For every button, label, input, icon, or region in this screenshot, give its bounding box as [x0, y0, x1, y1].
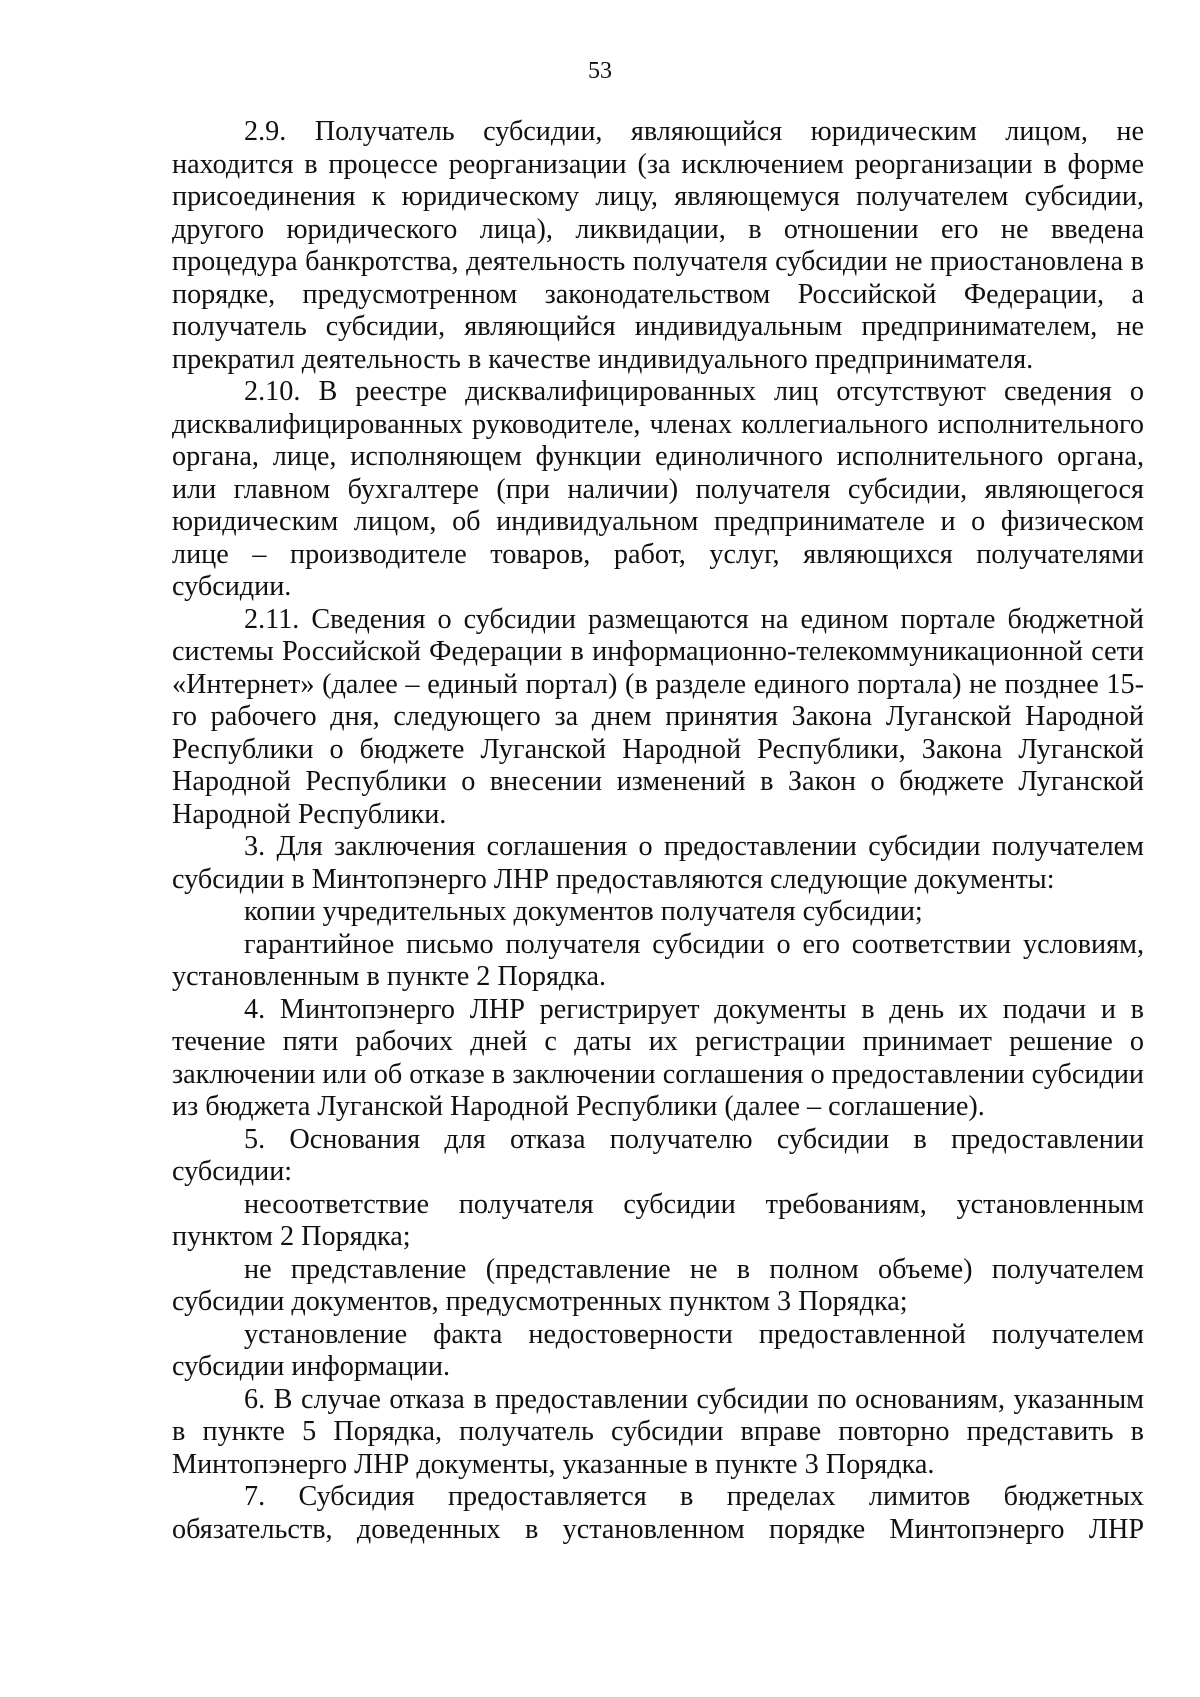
paragraph-5-item-3: установление факта недостоверности предоставленной получателем субсидии информации. — [172, 1318, 1144, 1382]
page-number: 53 — [588, 58, 612, 84]
paragraph-2-9: 2.9. Получатель субсидии, являющийся юридическим лицом, не находится в процессе реорганизации (за исключением реорганизации в форме присоединения к юридическому лицу, являющемуся получателем субсидии, другого юридического лица), ликвидации, в отношении его не введена процедура банкротства, деятельность получателя субсидии не приостановлена в порядке, предусмотренном законодательством Российской Федерации, а получатель субсидии, являющийся индивидуальным предпринимателем, не прекратил деятельность в качестве индивидуального предпринимателя. — [172, 116, 1144, 375]
document-body — [172, 116, 1144, 1546]
paragraph-4: 4. Минтопэнерго ЛНР регистрирует документы в день их подачи и в течение пяти рабочих дней с даты их регистрации принимает решение о заключении или об отказе в заключении соглашения о предоставлении субсидии из бюджета Луганской Народной Республики (далее – соглашение). — [172, 993, 1144, 1122]
paragraph-5-item-1: несоответствие получателя субсидии требованиям, установленным пунктом 2 Порядка; — [172, 1188, 1144, 1252]
paragraph-5: 5. Основания для отказа получателю субсидии в предоставлении субсидии: — [172, 1123, 1144, 1187]
paragraph-3-item-2: гарантийное письмо получателя субсидии о его соответствии условиям, установленным в пункте 2 Порядка. — [172, 928, 1144, 992]
paragraph-3-item-1: копии учредительных документов получателя субсидии; — [244, 896, 923, 927]
paragraph-3: 3. Для заключения соглашения о предоставлении субсидии получателем субсидии в Минтопэнерго ЛНР предоставляются следующие документы: — [172, 831, 1144, 895]
paragraph-6: 6. В случае отказа в предоставлении субсидии по основаниям, указанным в пункте 5 Порядка, получатель субсидии вправе повторно представить в Минтопэнерго ЛНР документы, указанные в пункте 3 Порядка. — [172, 1383, 1144, 1480]
paragraph-5-item-2: не представление (представление не в полном объеме) получателем субсидии документов, предусмотренных пунктом 3 Порядка; — [172, 1253, 1144, 1317]
paragraph-2-10: 2.10. В реестре дисквалифицированных лиц отсутствуют сведения о дисквалифицированных руководителе, членах коллегиального исполнительного органа, лице, исполняющем функции единоличного исполнительного органа, или главном бухгалтере (при наличии) получателя субсидии, являющегося юридическим лицом, об индивидуальном предпринимателе и о физическом лице – производителе товаров, работ, услуг, являющихся получателями субсидии. — [172, 376, 1144, 602]
paragraph-7: 7. Субсидия предоставляется в пределах лимитов бюджетных обязательств, доведенных в установленном порядке Минтопэнерго ЛНР — [172, 1481, 1144, 1545]
paragraph-2-11: 2.11. Сведения о субсидии размещаются на едином портале бюджетной системы Российской Федерации в информационно-телекоммуникационной сети «Интернет» (далее – единый портал) (в разделе единого портала) не позднее 15-го рабочего дня, следующего за днем принятия Закона Луганской Народной Республики о бюджете Луганской Народной Республики, Закона Луганской Народной Республики о внесении изменений в Закон о бюджете Луганской Народной Республики. — [172, 603, 1144, 830]
